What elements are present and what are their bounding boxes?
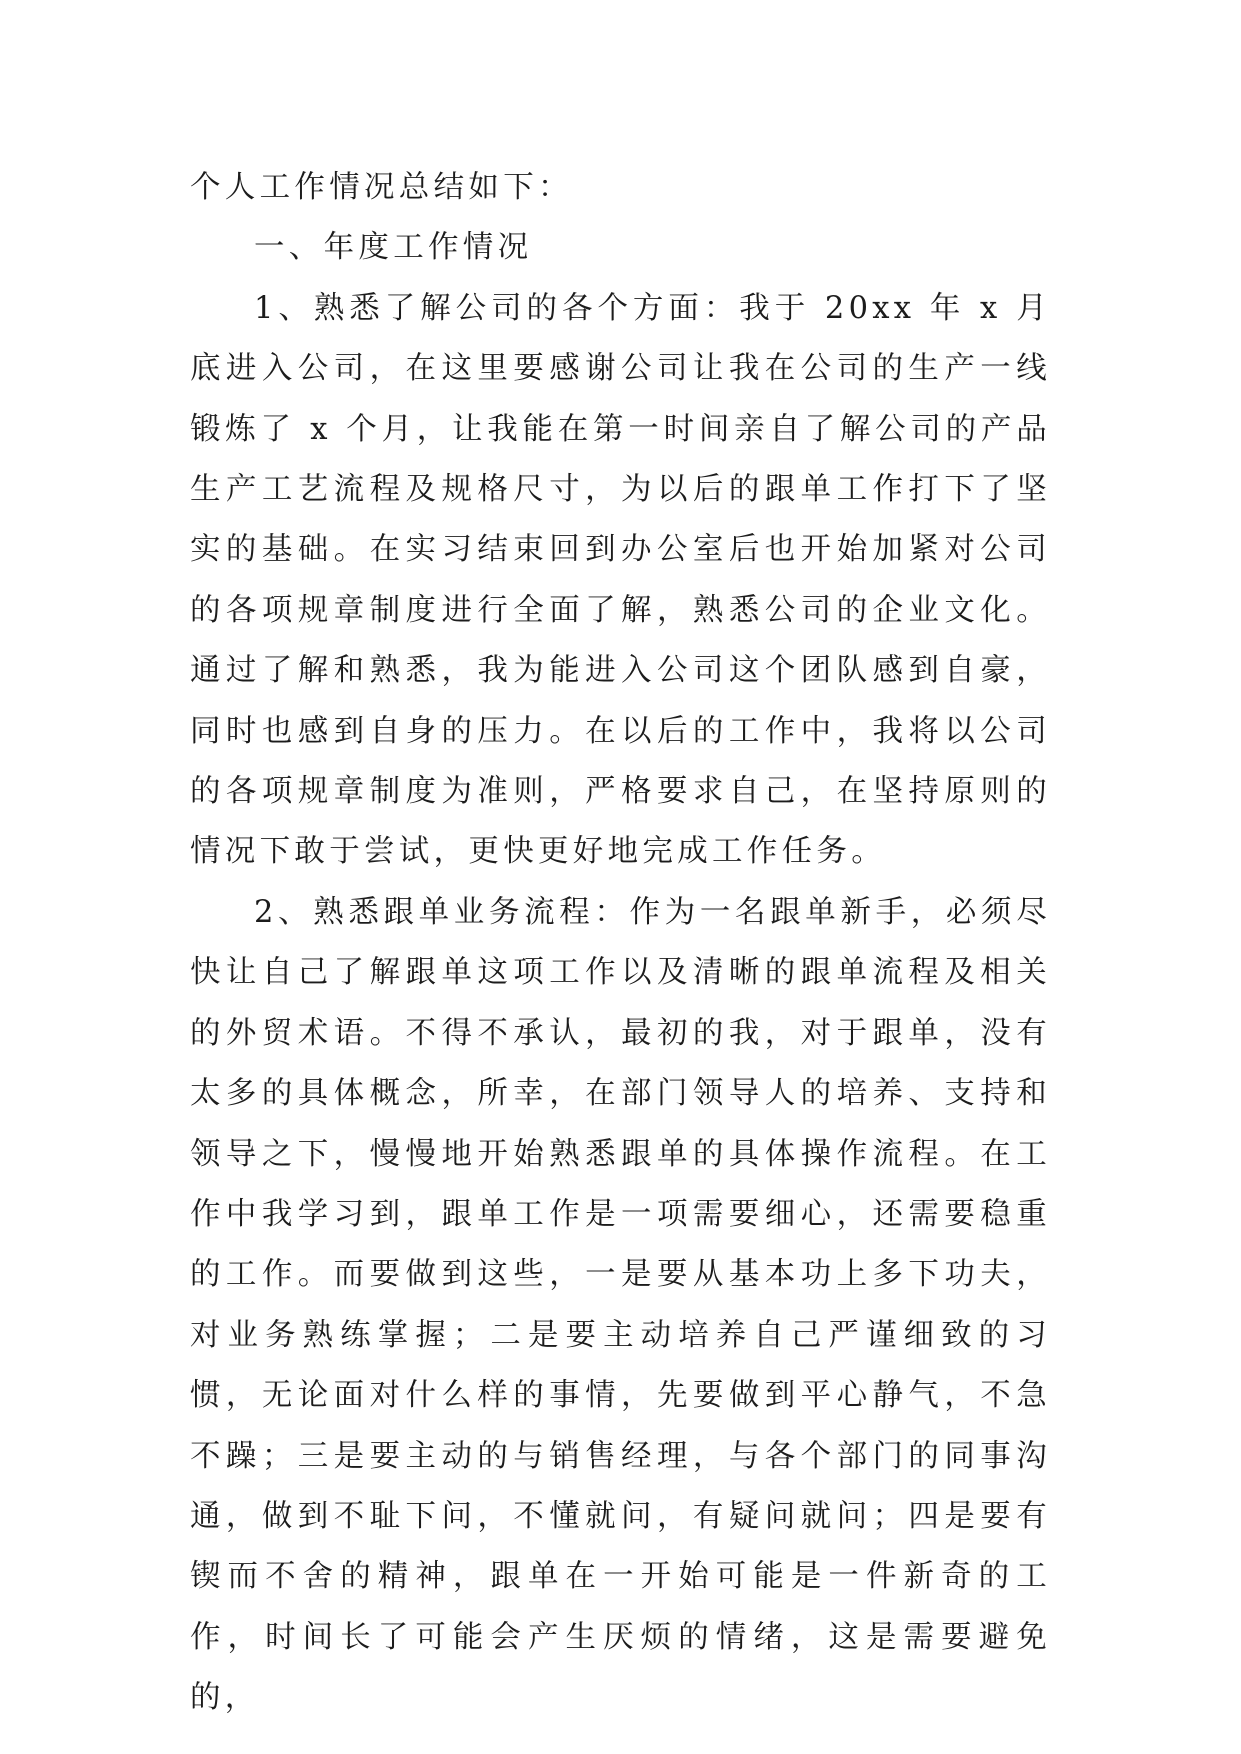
paragraph-company-familiarization: 1、熟悉了解公司的各个方面：我于 20xx 年 x 月底进入公司，在这里要感谢公司让我在公司的生产一线锻炼了 x 个月，让我能在第一时间亲自了解公司的产品生产工艺流程及规格尺寸，为以后的跟单工作打下了坚实的基础。在实习结束回到办公室后也开始加紧对公司的各项规章制度进行全面了解，熟悉公司的企业文化。通过了解和熟悉，我为能进入公司这个团队感到自豪，同时也感到自身的压力。在以后的工作中，我将以公司的各项规章制度为准则，严格要求自己，在坚持原则的情况下敢于尝试，更快更好地完成工作任务。 — [190, 290, 1051, 870]
section-heading: 一、年度工作情况 — [254, 230, 533, 266]
paragraph-order-follow-up-process: 2、熟悉跟单业务流程：作为一名跟单新手，必须尽快让自己了解跟单这项工作以及清晰的跟单流程及相关的外贸术语。不得不承认，最初的我，对于跟单，没有太多的具体概念，所幸，在部门领导人的培养、支持和领导之下，慢慢地开始熟悉跟单的具体操作流程。在工作中我学习到，跟单工作是一项需要细心，还需要稳重的工作。而要做到这些，一是要从基本功上多下功夫，对业务熟练掌握；二是要主动培养自己严谨细致的习惯，无论面对什么样的事情，先要做到平心静气，不急不躁；三是要主动的与销售经理，与各个部门的同事沟通，做到不耻下问，不懂就问，有疑问就问；四是要有锲而不舍的精神，跟单在一开始可能是一件新奇的工作，时间长了可能会产生厌烦的情绪，这是需要避免的， — [190, 894, 1051, 1716]
document-body — [190, 158, 1051, 1729]
intro-line: 个人工作情况总结如下： — [190, 170, 573, 205]
